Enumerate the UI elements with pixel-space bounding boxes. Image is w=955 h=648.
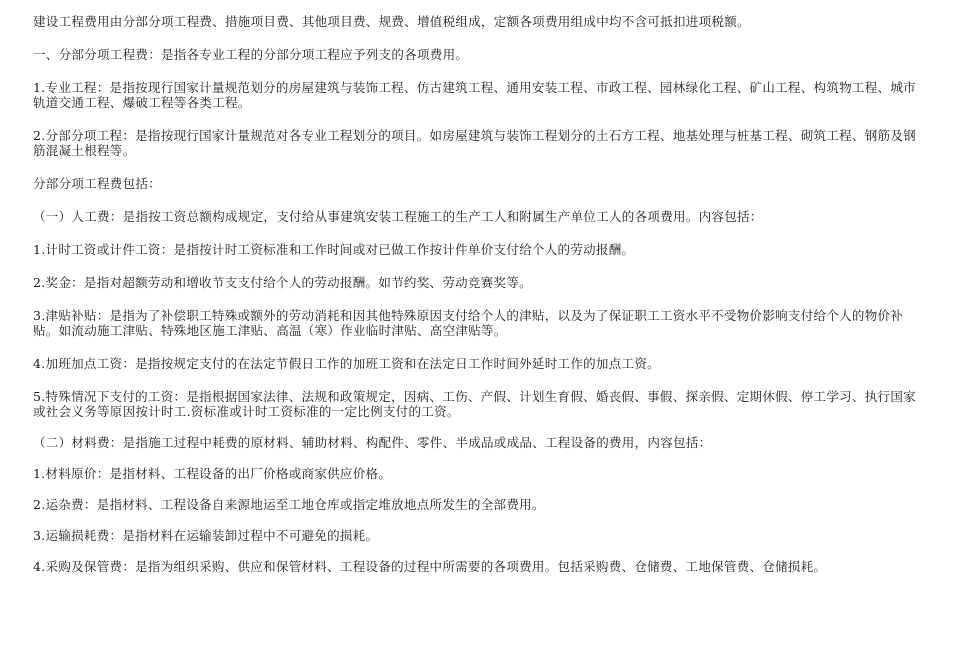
- paragraph-professional-engineering: 1.专业工程：是指按现行国家计量规范划分的房屋建筑与装饰工程、仿古建筑工程、通用安装工程、市政工程、园林绿化工程、矿山工程、构筑物工程、城市轨道交通工程、爆破工程等各类工程。: [33, 80, 916, 110]
- paragraph-special-wage: 5.特殊情况下支付的工资：是指根据国家法律、法规和政策规定，因病、工伤、产假、计划生育假、婚丧假、事假、探亲假、定期休假、停工学习、执行国家或社会义务等原因按计时工.资标准或计时工资标准的一定比例支付的工资。: [33, 389, 916, 419]
- heading-section-1: 一、分部分项工程费：是指各专业工程的分部分项工程应予列支的各项费用。: [33, 47, 469, 62]
- paragraph-transport-loss: 3.运输损耗费：是指材料在运输装卸过程中不可避免的损耗。: [33, 528, 379, 543]
- paragraph-transport: 2.运杂费：是指材料、工程设备自来源地运至工地仓库或指定堆放地点所发生的全部费用。: [33, 497, 545, 512]
- paragraph-material-price: 1.材料原价：是指材料、工程设备的出厂价格或商家供应价格。: [33, 466, 392, 481]
- paragraph-sub-items: 2.分部分项工程：是指按现行国家计量规范对各专业工程划分的项目。如房屋建筑与装饰工程划分的土石方工程、地基处理与桩基工程、砌筑工程、钢筋及钢筋混凝土根程等。: [33, 128, 916, 158]
- paragraph-time-wage: 1.计时工资或计件工资：是指按计时工资标准和工作时间或对已做工作按计件单价支付给个人的劳动报酬。: [33, 242, 635, 257]
- heading-material-cost: （二）材料费：是指施工过程中耗费的原材料、辅助材料、构配件、零件、半成品或成品、工程设备的费用，内容包括：: [33, 435, 712, 450]
- paragraph-intro: 建设工程费用由分部分项工程费、措施项目费、其他项目费、规费、增值税组成，定额各项费用组成中均不含可抵扣进项税额。: [33, 14, 750, 29]
- paragraph-bonus: 2.奖金：是指对超额劳动和增收节支支付给个人的劳动报酬。如节约奖、劳动竞赛奖等。: [33, 275, 532, 290]
- paragraph-procurement: 4.采购及保管费：是指为组织采购、供应和保管材料、工程设备的过程中所需要的各项费用。包括采购费、仓储费、工地保管费、仓储损耗。: [33, 559, 827, 574]
- paragraph-overtime: 4.加班加点工资：是指按规定支付的在法定节假日工作的加班工资和在法定日工作时间外延时工作的加点工资。: [33, 356, 660, 371]
- heading-labor-cost: （一）人工费：是指按工资总额构成规定，支付给从事建筑安装工程施工的生产工人和附属生产单位工人的各项费用。内容包括：: [33, 209, 763, 224]
- paragraph-allowance: 3.津贴补贴：是指为了补偿职工特殊或额外的劳动消耗和因其他特殊原因支付给个人的津贴，以及为了保证职工工资水平不受物价影响支付给个人的物价补贴。如流动施工津贴、特殊地区施工津贴、高温（寒）作业临时津贴、高空津贴等。: [33, 308, 904, 338]
- document-body: [33, 14, 923, 574]
- paragraph-includes: 分部分项工程费包括：: [33, 176, 162, 191]
